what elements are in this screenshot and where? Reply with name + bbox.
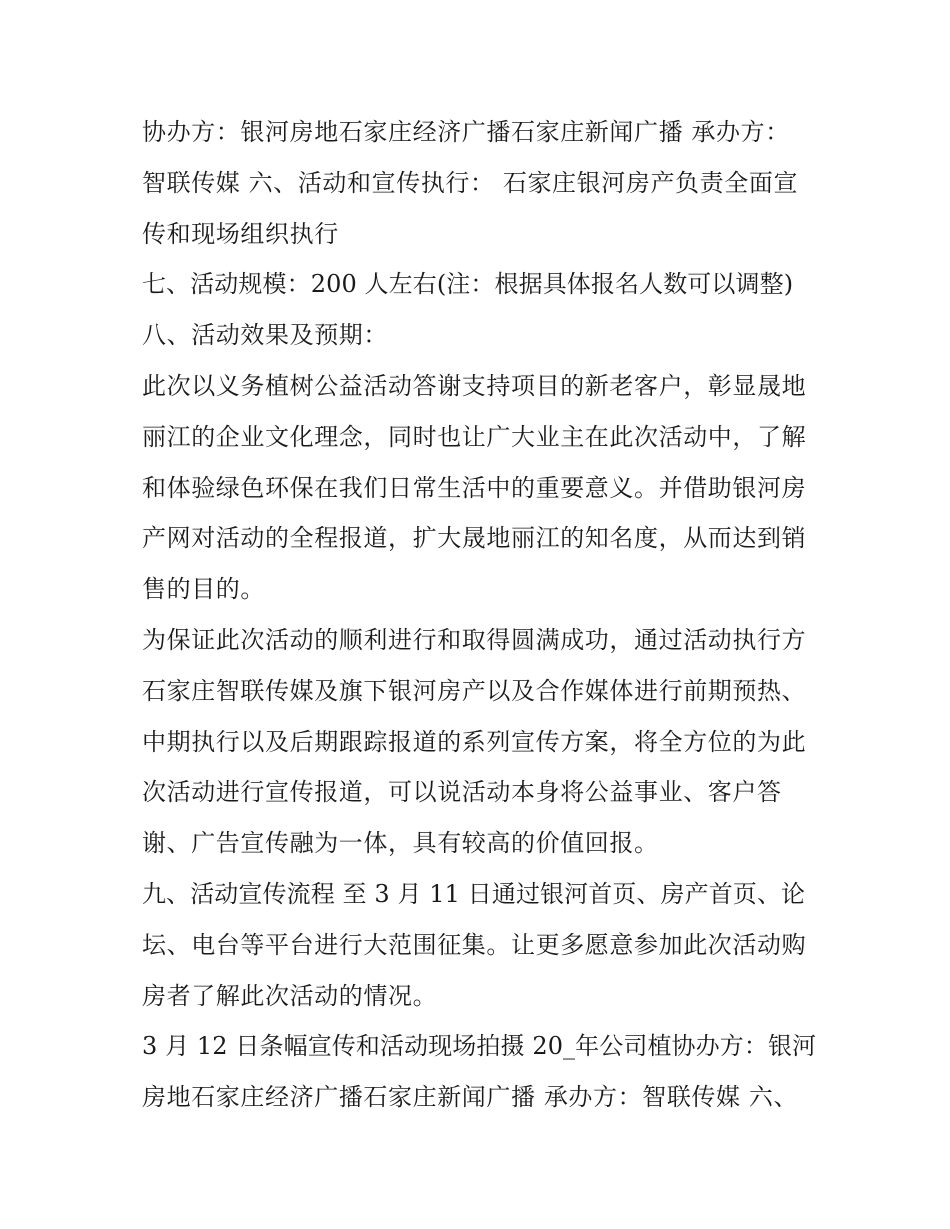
text-line: 石家庄智联传媒及旗下银河房产以及合作媒体进行前期预热、: [142, 676, 807, 705]
text-line: 为保证此次活动的顺利进行和取得圆满成功，通过活动执行方: [142, 625, 807, 654]
document-body: [142, 107, 822, 1123]
text-line: 七、活动规模：200 人左右(注：根据具体报名人数可以调整): [142, 270, 794, 299]
text-line: 房者了解此次活动的情况。: [142, 981, 438, 1010]
text-line: 售的目的。: [142, 575, 265, 604]
text-line: 产网对活动的全程报道，扩大晟地丽江的知名度，从而达到销: [142, 524, 807, 553]
text-line: 谢、广告宣传融为一体，具有较高的价值回报。: [142, 829, 659, 858]
text-line: 智联传媒 六、活动和宣传执行： 石家庄银河房产负责全面宣: [142, 168, 799, 197]
text-line: 房地石家庄经济广播石家庄新闻广播 承办方：智联传媒 六、: [142, 1083, 799, 1112]
text-line: 八、活动效果及预期：: [142, 321, 388, 350]
text-line: 和体验绿色环保在我们日常生活中的重要意义。并借助银河房: [142, 473, 807, 502]
text-line: 传和现场组织执行: [142, 219, 339, 248]
text-line: 此次以义务植树公益活动答谢支持项目的新老客户，彰显晟地: [142, 371, 807, 400]
text-line: 中期执行以及后期跟踪报道的系列宣传方案，将全方位的为此: [142, 727, 807, 756]
text-line: 坛、电台等平台进行大范围征集。让更多愿意参加此次活动购: [142, 930, 807, 959]
text-line: 九、活动宣传流程 至 3 月 11 日通过银河首页、房产首页、论: [142, 879, 806, 908]
text-line: 3 月 12 日条幅宣传和活动现场拍摄 20_年公司植协办方：银河: [142, 1032, 817, 1061]
text-line: 丽江的企业文化理念，同时也让广大业主在此次活动中，了解: [142, 422, 807, 451]
text-line: 次活动进行宣传报道，可以说活动本身将公益事业、客户答: [142, 778, 782, 807]
text-line: 协办方：银河房地石家庄经济广播石家庄新闻广播 承办方：: [142, 118, 790, 146]
